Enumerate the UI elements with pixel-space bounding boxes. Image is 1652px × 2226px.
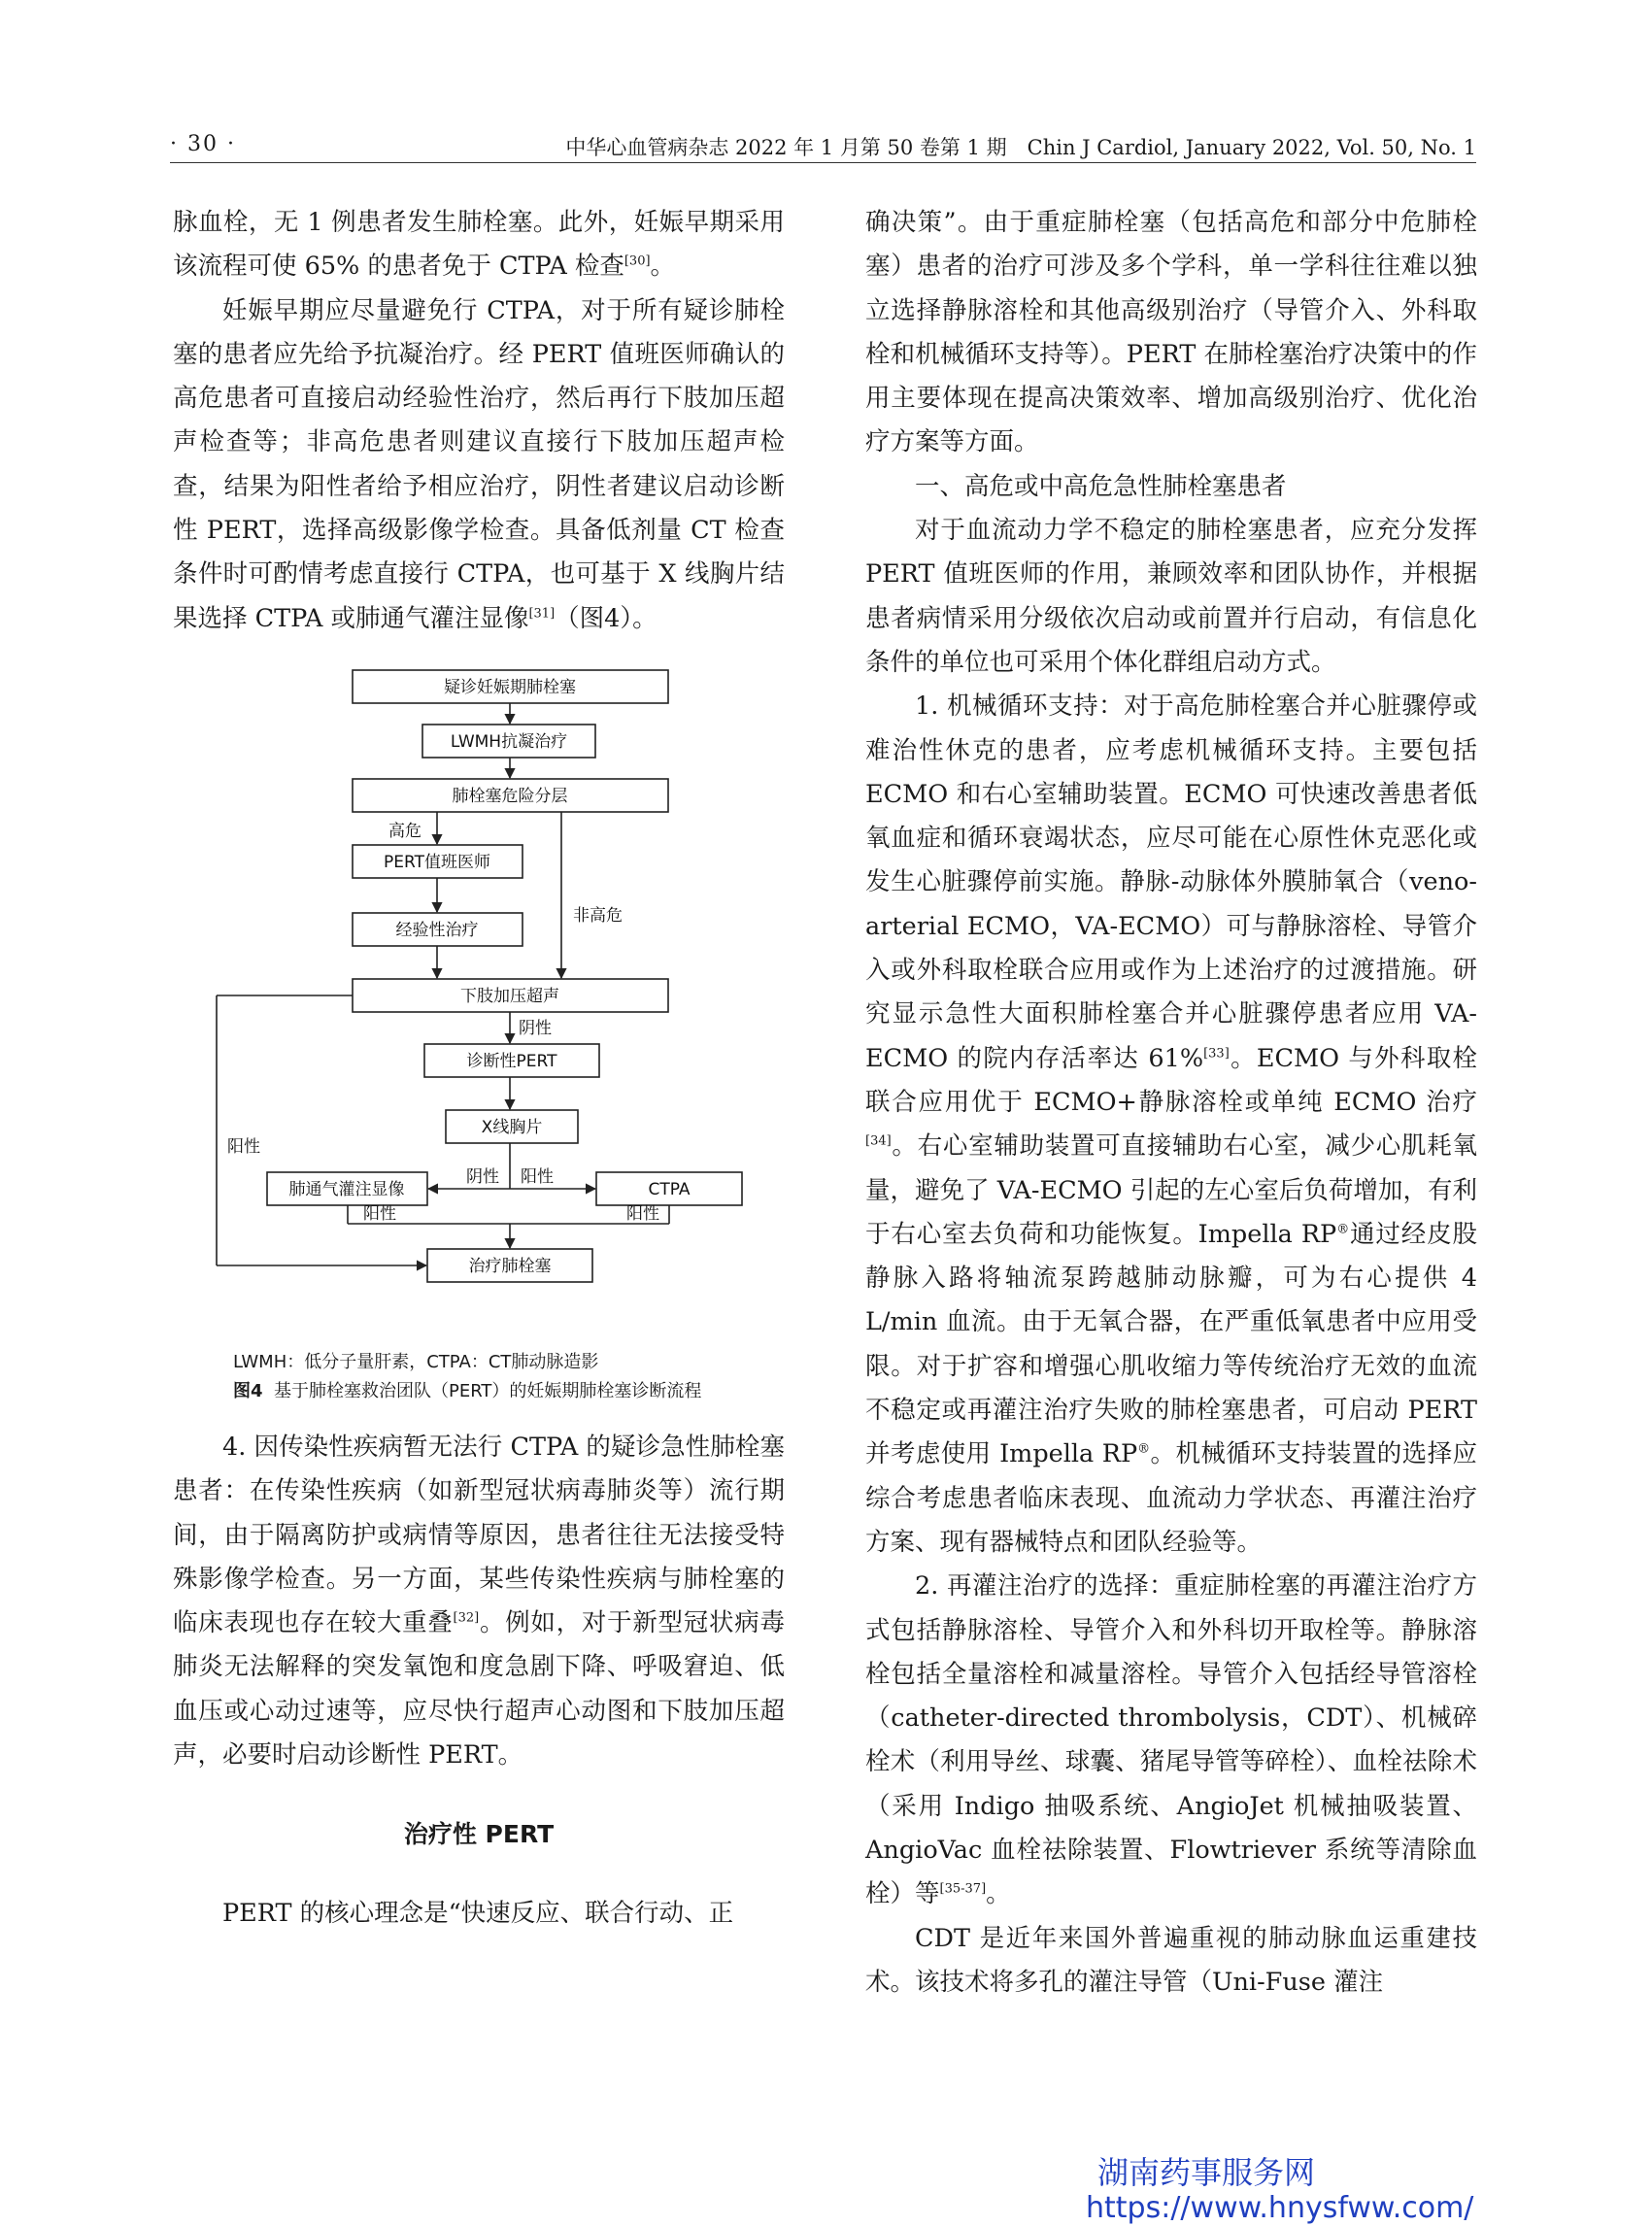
paragraph: 妊娠早期应尽量避免行 CTPA，对于所有疑诊肺栓塞的患者应先给予抗凝治疗。经 PERT 值班医师确认的高危患者可直接启动经验性治疗，然后再行下肢加压超声检查等；非高危患者则建议直接行下肢加压超声检查，结果为阳性者给予相应治疗，阴性者建议启动诊断性 PERT，选择高级影像学检查。具备低剂量 CT 检查条件时可酌情考虑直接行 CTPA，也可基于 X 线胸片结果选择 CTPA 或肺通气灌注显像[31]（图4）。	[173, 295, 785, 633]
flow-box-label: 经验性治疗	[395, 920, 479, 940]
figure-4	[173, 668, 785, 1401]
paragraph: 4. 因传染性疾病暂无法行 CTPA 的疑诊急性肺栓塞患者：在传染性疾病（如新型冠状病毒肺炎等）流行期间，由于隔离防护或病情等原因，患者往往无法接受特殊影像学检查。另一方面，某些传染性疾病与肺栓塞的临床表现也存在较大重叠[32]。例如，对于新型冠状病毒肺炎无法解释的突发氧饱和度急剧下降、呼吸窘迫、低血压或心动过速等，应尽快行超声心动图和下肢加压超声，必要时启动诊断性 PERT。	[173, 1432, 785, 1771]
edge-label-positive: 阳性	[227, 1136, 260, 1157]
journal-citation: 中华心血管病杂志 2022 年 1 月第 50 卷第 1 期 Chin J Cardiol, January 2022, Vol. 50, No. 1	[565, 136, 1476, 159]
flow-box-label: X线胸片	[481, 1117, 543, 1137]
flow-box-label: 诊断性PERT	[466, 1051, 557, 1071]
edge-label-positive: 阳性	[521, 1166, 554, 1187]
watermark	[1086, 2154, 1473, 2226]
watermark-site-name: 湖南药事服务网	[1097, 2154, 1316, 2191]
section-heading: 治疗性 PERT	[403, 1820, 555, 1849]
edge-label-high-risk: 高危	[388, 821, 421, 841]
edge-label-non-high-risk: 非高危	[573, 905, 623, 926]
flowchart	[173, 668, 785, 1348]
paragraph: 1. 机械循环支持：对于高危肺栓塞合并心脏骤停或难治性休克的患者，应考虑机械循环支持。主要包括 ECMO 和右心室辅助装置。ECMO 可快速改善患者低氧血症和循环衰竭状态，应尽可能在心原性休克恶化或发生心脏骤停前实施。静脉-动脉体外膜肺氧合（veno-arterial ECMO，VA-ECMO）可与静脉溶栓、导管介入或外科取栓联合应用或作为上述治疗的过渡措施。研究显示急性大面积肺栓塞合并心脏骤停患者应用 VA-ECMO 的院内存活率达 61%[33]。ECMO 与外科取栓联合应用优于 ECMO+静脉溶栓或单纯 ECMO 治疗[34]。右心室辅助装置可直接辅助右心室，减少心肌耗氧量，避免了 VA-ECMO 引起的左心室后负荷增加，有利于右心室去负荷和功能恢复。Impella RP®通过经皮股静脉入路将轴流泵跨越肺动脉瓣，可为右心提供 4 L/min 血流。由于无氧合器，在严重低氧患者中应用受限。对于扩容和增强心肌收缩力等传统治疗无效的血流不稳定或再灌注治疗失败的肺栓塞患者，可启动 PERT 并考虑使用 Impella RP®。机械循环支持装置的选择应综合考虑患者临床表现、血流动力学状态、再灌注治疗方案、现有器械特点和团队经验等。	[865, 691, 1478, 1557]
header-rule	[170, 162, 1476, 163]
citation-ref: [35-37]	[939, 1881, 987, 1897]
citation-ref: [32]	[453, 1610, 480, 1626]
registered-mark: ®	[1137, 1441, 1151, 1457]
right-column	[865, 201, 1477, 2005]
figure-caption: 图4 基于肺栓塞救治团队（PERT）的妊娠期肺栓塞诊断流程	[233, 1380, 702, 1401]
citation-ref: [34]	[865, 1133, 892, 1149]
figure-caption-block	[233, 1348, 777, 1406]
figure-label: 图4	[233, 1380, 263, 1401]
left-column	[173, 201, 785, 1936]
paragraph: PERT 的核心理念是“快速反应、联合行动、正	[222, 1898, 734, 1928]
citation-ref: [30]	[624, 253, 651, 269]
citation-ref: [31]	[528, 605, 556, 621]
paragraph: 对于血流动力学不稳定的肺栓塞患者，应充分发挥 PERT 值班医师的作用，兼顾效率和团队协作，并根据患者病情采用分级依次启动或前置并行启动，有信息化条件的单位也可采用个体化群组启动方式。	[865, 516, 1477, 677]
flow-box-label: 肺栓塞危险分层	[452, 786, 568, 806]
edge-label-positive: 阳性	[363, 1203, 396, 1224]
citation-ref: [33]	[1203, 1045, 1230, 1061]
flow-box-label: LWMH抗凝治疗	[450, 731, 568, 752]
page-number: · 30 ·	[170, 132, 236, 156]
paragraph: CDT 是近年来国外普遍重视的肺动脉血运重建技术。该技术将多孔的灌注导管（Uni-Fuse 灌注	[865, 1923, 1477, 1997]
edge-label-negative: 阴性	[466, 1166, 499, 1187]
paragraph: 脉血栓，无 1 例患者发生肺栓塞。此外，妊娠早期采用该流程可使 65% 的患者免于 CTPA 检查[30]。	[173, 208, 785, 282]
flow-box-label: PERT值班医师	[384, 852, 490, 872]
paragraph: 2. 再灌注治疗的选择：重症肺栓塞的再灌注治疗方式包括静脉溶栓、导管介入和外科切开取栓等。静脉溶栓包括全量溶栓和减量溶栓。导管介入包括经导管溶栓（catheter-directed thrombolysis，CDT）、机械碎栓术（利用导丝、球囊、猪尾导管等碎栓）、血栓祛除术（采用 Indigo 抽吸系统、AngioJet 机械抽吸装置、AngioVac 血栓祛除装置、Flowtriever 系统等清除血栓）等[35-37]。	[865, 1571, 1477, 1909]
flow-box-label: 肺通气灌注显像	[288, 1179, 405, 1199]
registered-mark: ®	[1336, 1222, 1350, 1237]
flow-box-label: 疑诊妊娠期肺栓塞	[444, 677, 576, 697]
edge-label-positive: 阳性	[626, 1203, 659, 1224]
subsection-heading: 一、高危或中高危急性肺栓塞患者	[915, 471, 1287, 501]
paragraph: 确决策”。由于重症肺栓塞（包括高危和部分中危肺栓塞）患者的治疗可涉及多个学科，单一学科往往难以独立选择静脉溶栓和其他高级别治疗（导管介入、外科取栓和机械循环支持等）。PERT 在肺栓塞治疗决策中的作用主要体现在提高决策效率、增加高级别治疗、优化治疗方案等方面。	[865, 208, 1477, 457]
flow-box-label: 下肢加压超声	[460, 986, 559, 1006]
watermark-url[interactable]: https://www.hnysfww.com/	[1086, 2191, 1474, 2225]
flow-box-label: CTPA	[648, 1179, 691, 1199]
edge-label-negative: 阴性	[519, 1018, 552, 1038]
page-header	[170, 132, 1476, 165]
figure-footnote: LWMH：低分子量肝素，CTPA：CT肺动脉造影	[233, 1351, 599, 1372]
flow-box-label: 治疗肺栓塞	[468, 1256, 552, 1276]
